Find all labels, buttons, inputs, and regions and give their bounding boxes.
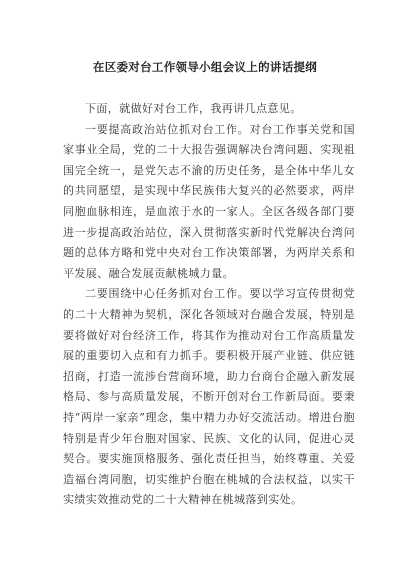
paragraph-second-point: 二要围绕中心任务抓对台工作。要以学习宣传贯彻党的二十大精神为契机，深化各领域对台融合发展，特别是要将做好对台经济工作，将其作为推动对台工作高质量发展的重要切入点和有力抓手。要积极开展产业链、供应链招商，打造一流涉台营商环境，助力台商台企融入新发展格局、参与高质量发展，不断开创对台工作新局面。要秉持“两岸一家亲”理念，集中精力办好交流活动。增进台胞特别是青少年台胞对国家、民族、文化的认同，促进心灵契合。要实施顶格服务、强化责任担当，始终尊重、关爱造福台湾同胞，切实维护台胞在桃城的合法权益，以实干实绩实效推动党的二十大精神在桃城落到实处。 <box>63 287 355 507</box>
paragraph-intro: 下面，就做好对台工作，我再讲几点意见。 <box>85 102 302 115</box>
document-body <box>63 99 355 511</box>
document-title: 在区委对台工作领导小组会议上的讲话提纲 <box>92 60 318 74</box>
paragraph-first-point: 一要提高政治站位抓对台工作。对台工作事关党和国家事业全局，党的二十大报告强调解决台湾问题、实现祖国完全统一，是党矢志不渝的历史任务，是全体中华儿女的共同愿望，是实现中华民族伟大复兴的必然要求，两岸同胞血脉相连，是血浓于水的一家人。全区各级各部门要进一步提高政治站位，深入贯彻落实新时代党解决台湾问题的总体方略和党中央对台工作决策部署，为两岸关系和平发展、融合发展贡献桃城力量。 <box>63 122 355 280</box>
